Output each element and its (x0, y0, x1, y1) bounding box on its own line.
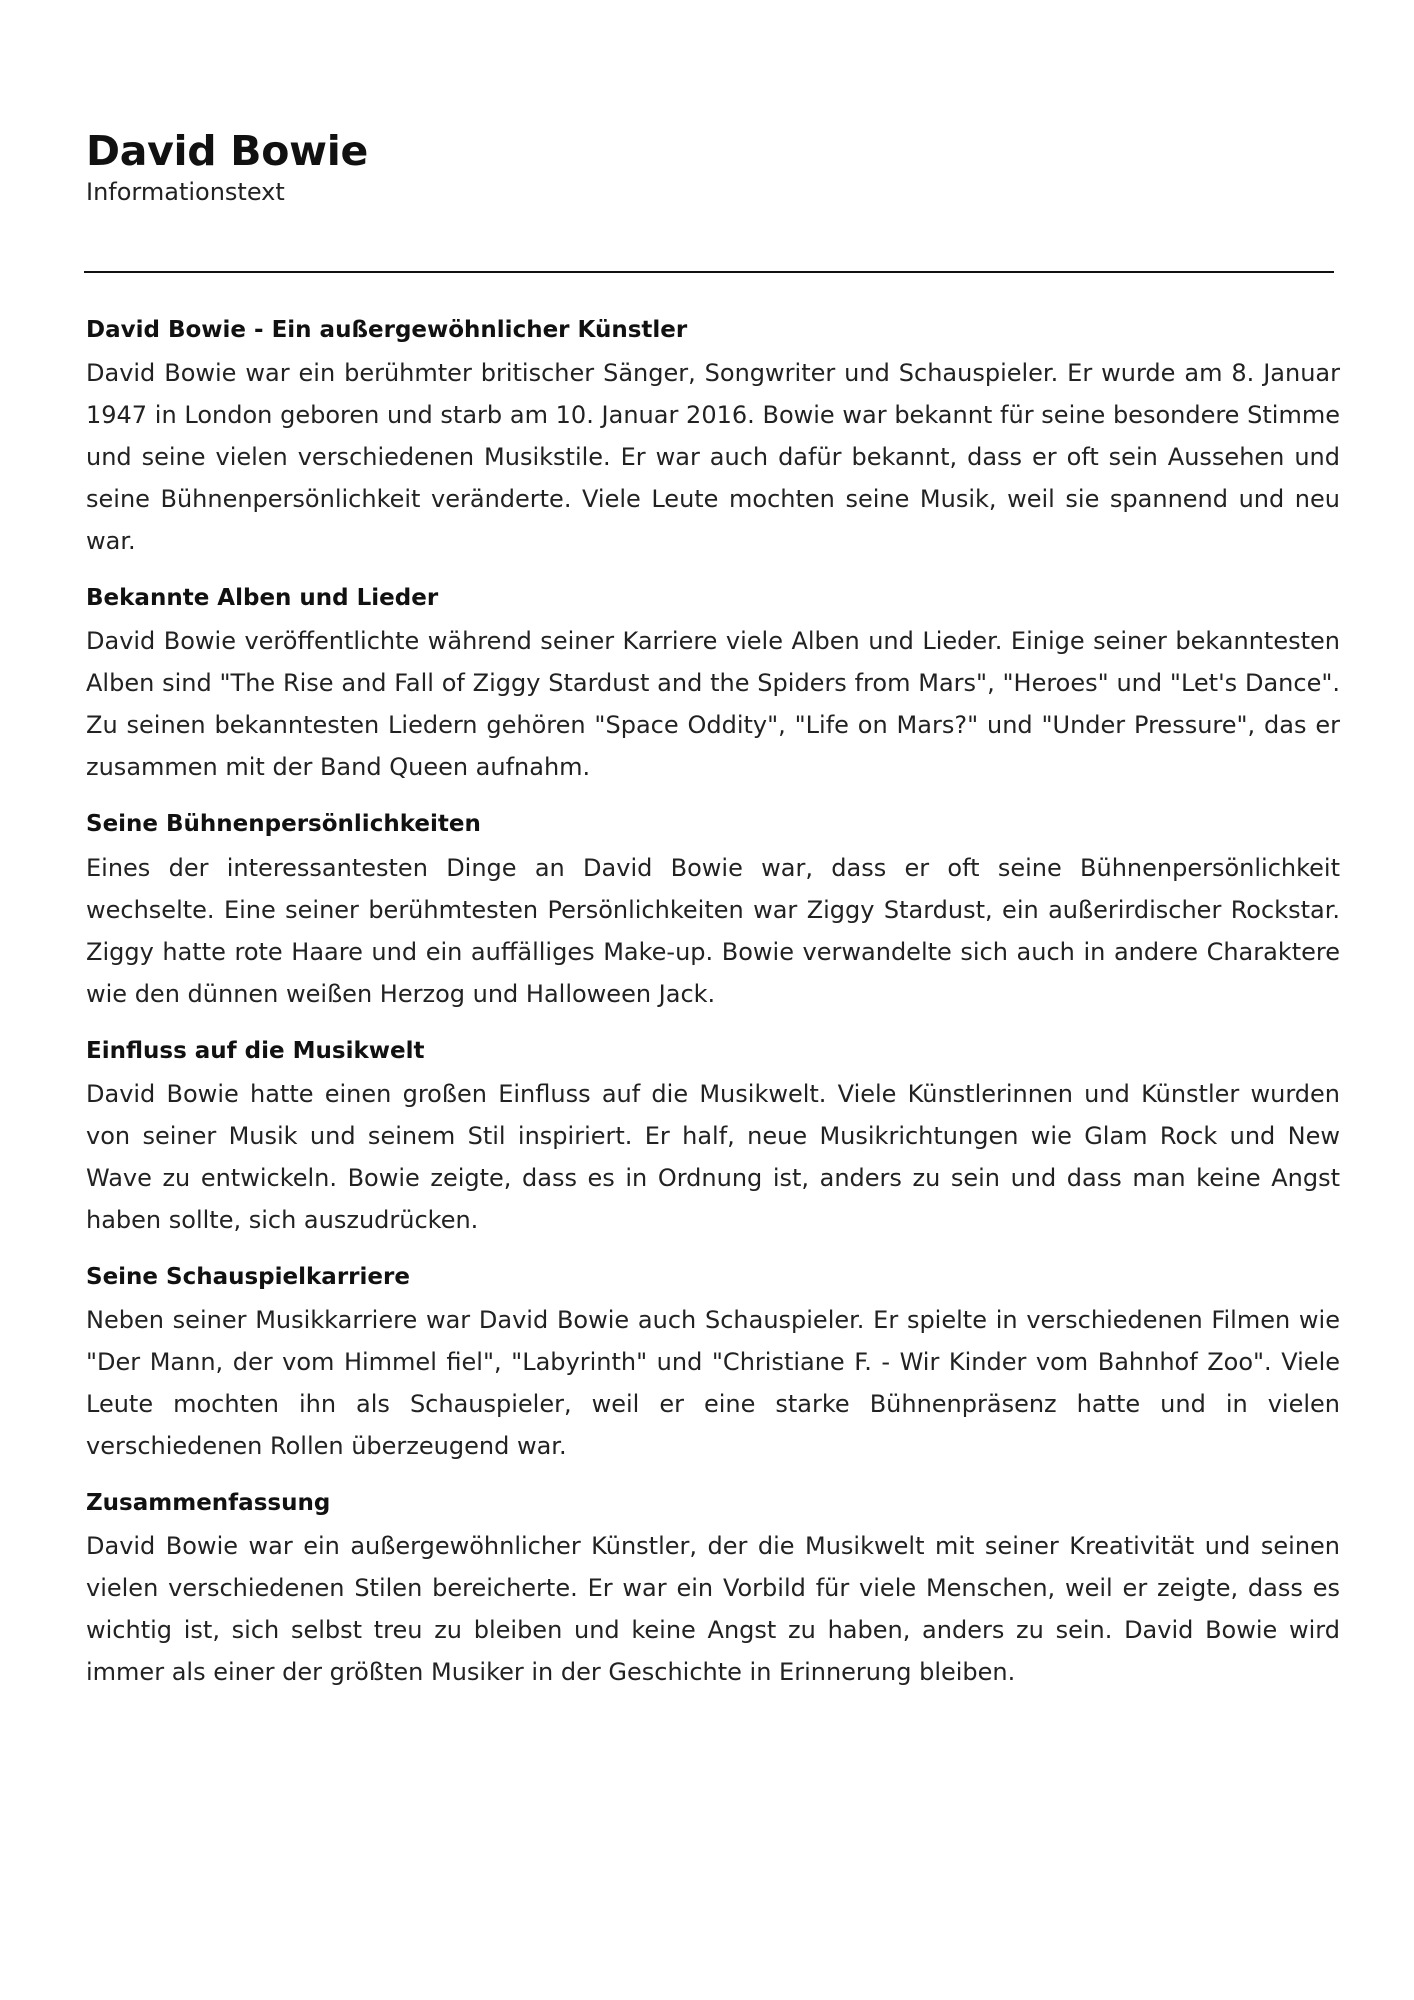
section-paragraph: David Bowie war ein außergewöhnlicher Künstler, der die Musikwelt mit seiner Kreativität und seinen vielen verschiedenen Stilen bereicherte. Er war ein Vorbild für viele Menschen, weil er zeigte, dass es wichtig ist, sich selbst treu zu bleiben und keine Angst zu haben, anders zu sein. David Bowie wird immer als einer der größten Musiker in der Geschichte in Erinnerung bleiben. (86, 1532, 1340, 1687)
page-subtitle: Informationstext (86, 178, 285, 207)
section-heading: Seine Bühnenpersönlichkeiten (86, 811, 481, 838)
section-intro (86, 314, 1340, 562)
section-influence (86, 1035, 1340, 1241)
document-body (86, 314, 1340, 1713)
document-header (86, 128, 1340, 208)
section-heading: Bekannte Alben und Lieder (86, 585, 439, 612)
section-heading: Seine Schauspielkarriere (86, 1263, 410, 1290)
section-summary (86, 1487, 1340, 1693)
header-divider (84, 271, 1334, 273)
section-acting (86, 1261, 1340, 1467)
section-personas (86, 808, 1340, 1014)
section-paragraph: Neben seiner Musikkarriere war David Bowie auch Schauspieler. Er spielte in verschiedenen Filmen wie "Der Mann, der vom Himmel fiel", "Labyrinth" und "Christiane F. - Wir Kinder vom Bahnhof Zoo". Viele Leute mochten ihn als Schauspieler, weil er eine starke Bühnenpräsenz hatte und in vielen verschiedenen Rollen überzeugend war. (86, 1305, 1340, 1460)
section-heading: Zusammenfassung (86, 1489, 331, 1516)
section-heading: Einfluss auf die Musikwelt (86, 1037, 425, 1064)
section-paragraph: Eines der interessantesten Dinge an David Bowie war, dass er oft seine Bühnenpersönlichkeit wechselte. Eine seiner berühmtesten Persönlichkeiten war Ziggy Stardust, ein außerirdischer Rockstar. Ziggy hatte rote Haare und ein auffälliges Make-up. Bowie verwandelte sich auch in andere Charaktere wie den dünnen weißen Herzog und Halloween Jack. (86, 853, 1340, 1008)
section-paragraph: David Bowie war ein berühmter britischer Sänger, Songwriter und Schauspieler. Er wurde am 8. Januar 1947 in London geboren und starb am 10. Januar 2016. Bowie war bekannt für seine besondere Stimme und seine vielen verschiedenen Musikstile. Er war auch dafür bekannt, dass er oft sein Aussehen und seine Bühnenpersönlichkeit veränderte. Viele Leute mochten seine Musik, weil sie spannend und neu war. (86, 359, 1340, 556)
section-paragraph: David Bowie veröffentlichte während seiner Karriere viele Alben und Lieder. Einige seiner bekanntesten Alben sind "The Rise and Fall of Ziggy Stardust and the Spiders from Mars", "Heroes" und "Let's Dance". Zu seinen bekanntesten Liedern gehören "Space Oddity", "Life on Mars?" und "Under Pressure", das er zusammen mit der Band Queen aufnahm. (86, 627, 1340, 782)
section-heading: David Bowie - Ein außergewöhnlicher Künstler (86, 317, 688, 343)
page-title: David Bowie (86, 127, 368, 175)
section-paragraph: David Bowie hatte einen großen Einfluss auf die Musikwelt. Viele Künstlerinnen und Künstler wurden von seiner Musik und seinem Stil inspiriert. Er half, neue Musikrichtungen wie Glam Rock und New Wave zu entwickeln. Bowie zeigte, dass es in Ordnung ist, anders zu sein und dass man keine Angst haben sollte, sich auszudrücken. (86, 1079, 1340, 1234)
section-albums (86, 582, 1340, 788)
